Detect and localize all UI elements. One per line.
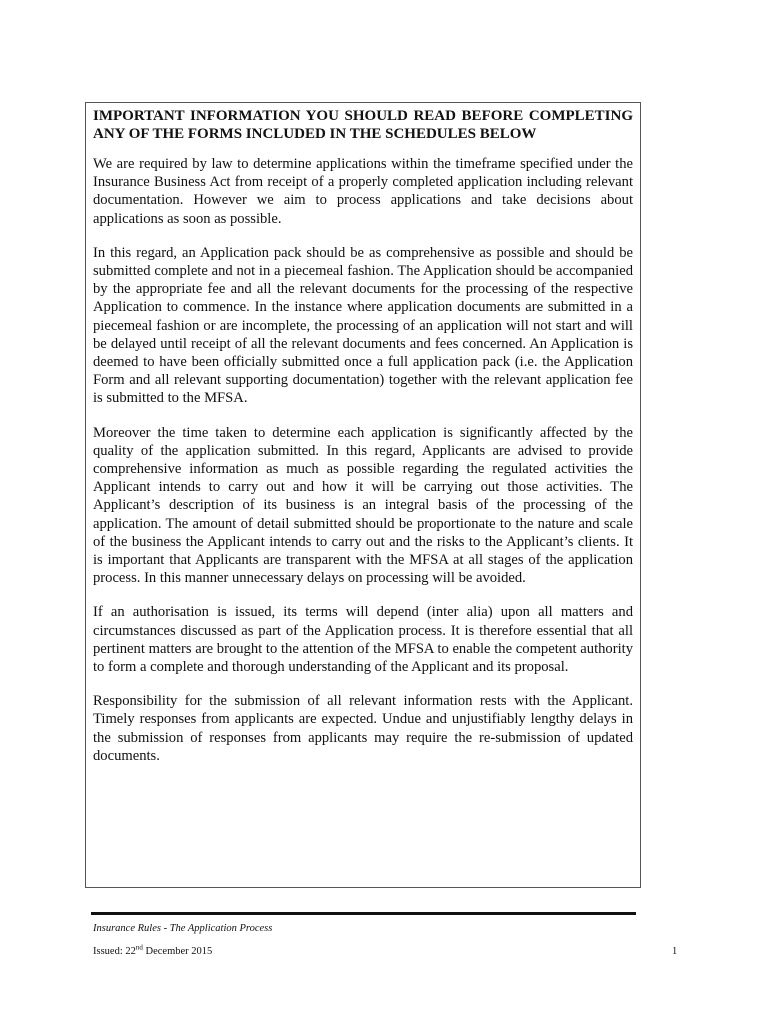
important-information-box <box>85 102 641 888</box>
paragraph-authorisation: If an authorisation is issued, its terms will depend (inter alia) upon all matters and circumstances discussed as part of the Application process. It is therefore essential that all pertinent matters are brought to the attention of the MFSA to enable the competent authority to form a complete and thorough understanding of the Applicant and its proposal. <box>93 604 633 676</box>
paragraph-quality: Moreover the time taken to determine each application is significantly affected by the quality of the application submitted. In this regard, Applicants are advised to provide comprehensive information as much as possible regarding the regulated activities the Applicant intends to carry out and how it will be carrying out those activities. The Applicant’s description of its business is an integral basis of the processing of the application. The amount of detail submitted should be proportionate to the nature and scale of the business the Applicant intends to carry out and the risks to the Applicant’s clients. It is important that Applicants are transparent with the MFSA at all stages of the application process. In this manner unnecessary delays on processing will be avoided. <box>93 424 633 587</box>
issued-prefix: Issued: 22 <box>93 946 136 957</box>
issued-rest: December 2015 <box>142 946 213 957</box>
paragraph-responsibility: Responsibility for the submission of all relevant information rests with the Applicant. Timely responses from applicants are expected. Undue and unjustifiably lengthy delays in the submission of responses from applicants may require the re-submission of updated documents. <box>93 693 633 764</box>
footer-document-title: Insurance Rules - The Application Process <box>93 923 273 934</box>
issued-ordinal-suffix: nd <box>135 943 143 952</box>
footer-divider <box>91 912 636 915</box>
paragraph-application-pack: In this regard, an Application pack should be as comprehensive as possible and should be submitted complete and not in a piecemeal fashion. The Application should be accompanied by the appropriate fee and all the relevant documents for the processing of the respective Application to commence. In the instance where application documents are submitted in a piecemeal fashion or are incomplete, the processing of an application will not start and will be delayed until receipt of all the relevant documents and fees concerned. An Application is deemed to have been officially submitted once a full application pack (i.e. the Application Form and all relevant supporting documentation) together with the relevant application fee is submitted to the MFSA. <box>93 244 633 407</box>
box-heading: IMPORTANT INFORMATION YOU SHOULD READ BEFORE COMPLETING ANY OF THE FORMS INCLUDED IN THE SCHEDULES BELOW <box>93 108 633 142</box>
paragraph-timeframe: We are required by law to determine applications within the timeframe specified under the Insurance Business Act from receipt of a properly completed application including relevant documentation. However we aim to process applications and take decisions about applications as soon as possible. <box>93 156 633 227</box>
page-number: 1 <box>672 946 678 957</box>
footer-issued-date <box>93 945 212 959</box>
